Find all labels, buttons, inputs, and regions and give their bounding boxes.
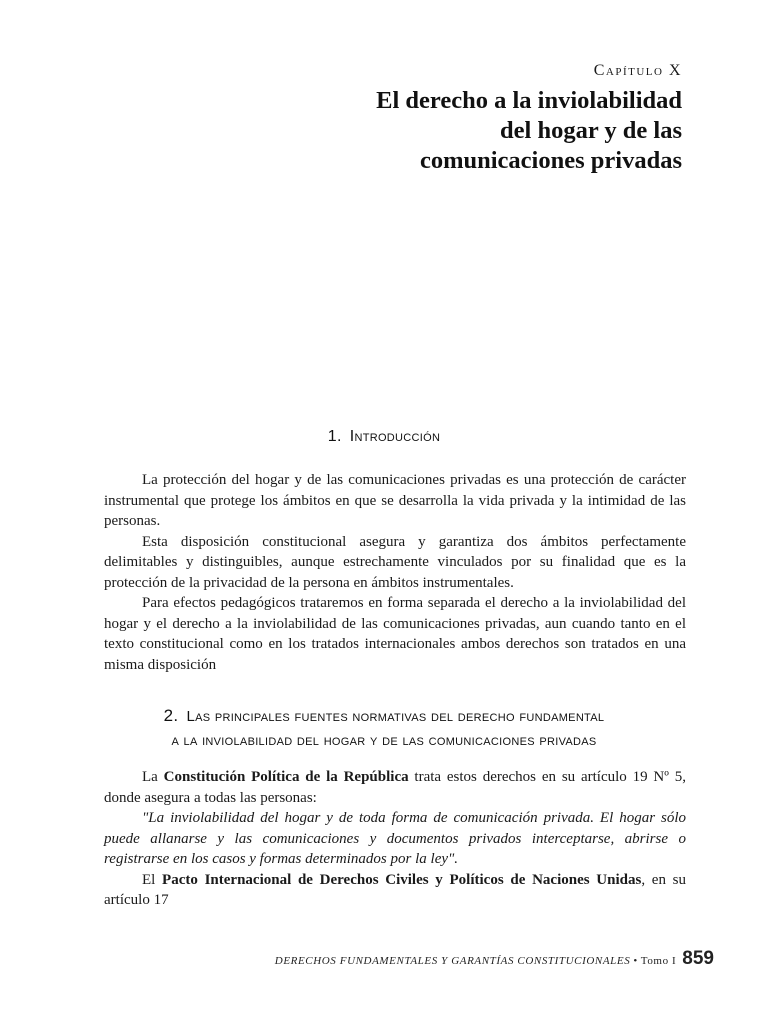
- paragraph: [104, 870, 686, 911]
- constitution-name: Constitución Política de la República: [163, 769, 409, 785]
- section-number: 1.: [327, 428, 342, 445]
- treaty-name: Pacto Internacional de Derechos Civiles y Políticos de Naciones Unidas: [162, 871, 642, 888]
- chapter-label: Capítulo X: [593, 62, 682, 79]
- constitutional-quote: "La inviolabilidad del hogar y de toda forma de comunicación privada. El hogar sólo puede allanarse y las comunicaciones y documentos privados interceptarse, abrirse o registrarse en los casos y formas determinados por la ley".: [104, 810, 686, 867]
- page-footer: [275, 948, 714, 970]
- page-number: 859: [682, 948, 714, 969]
- chapter-title: [262, 86, 682, 176]
- paragraph: Esta disposición constitucional asegura y garantiza dos ámbitos perfectamente delimitables y distinguibles, aunque estrechamente vinculados por su finalidad que es la protección de la privacidad de la persona en ámbitos instrumentales.: [104, 533, 686, 591]
- section-2-body: [104, 767, 686, 911]
- paragraph: Para efectos pedagógicos trataremos en forma separada el derecho a la inviolabilidad del hogar y el derecho a la inviolabilidad de las comunicaciones privadas, aun cuando tanto en el texto constitucional como en los tratados internacionales ambos derechos son tratados en una misma disposición: [104, 595, 686, 673]
- volume-label: Tomo I: [640, 955, 677, 967]
- paragraph: La protección del hogar y de las comunicaciones privadas es una protección de carácter instrumental que protege los ámbitos en que se desarrolla la vida privada y la intimidad de las personas.: [104, 472, 686, 529]
- paragraph: [104, 767, 686, 808]
- section-2-heading: [0, 704, 768, 753]
- chapter-title-line: del hogar y de las: [500, 117, 682, 144]
- book-title: DERECHOS FUNDAMENTALES Y GARANTÍAS CONSTITUCIONALES: [274, 955, 631, 967]
- section-title: Introducción: [349, 428, 441, 445]
- text-run: , en su artículo 17: [104, 871, 686, 908]
- text-run: El: [142, 871, 163, 888]
- section-title-line: Las principales fuentes normativas del derecho fundamental: [186, 708, 605, 725]
- section-1-heading: [0, 428, 768, 446]
- text-run: trata estos derechos en su artículo 19 Nº 5, donde asegura a todas las personas:: [104, 769, 686, 806]
- section-number: 2.: [163, 706, 179, 725]
- text-run: La: [142, 769, 164, 785]
- chapter-title-line: El derecho a la inviolabilidad: [376, 87, 682, 114]
- chapter-title-line: comunicaciones privadas: [419, 147, 682, 174]
- footer-separator: •: [633, 955, 638, 967]
- section-1-body: [104, 470, 686, 675]
- section-title-line: a la inviolabilidad del hogar y de las comunicaciones privadas: [171, 732, 597, 749]
